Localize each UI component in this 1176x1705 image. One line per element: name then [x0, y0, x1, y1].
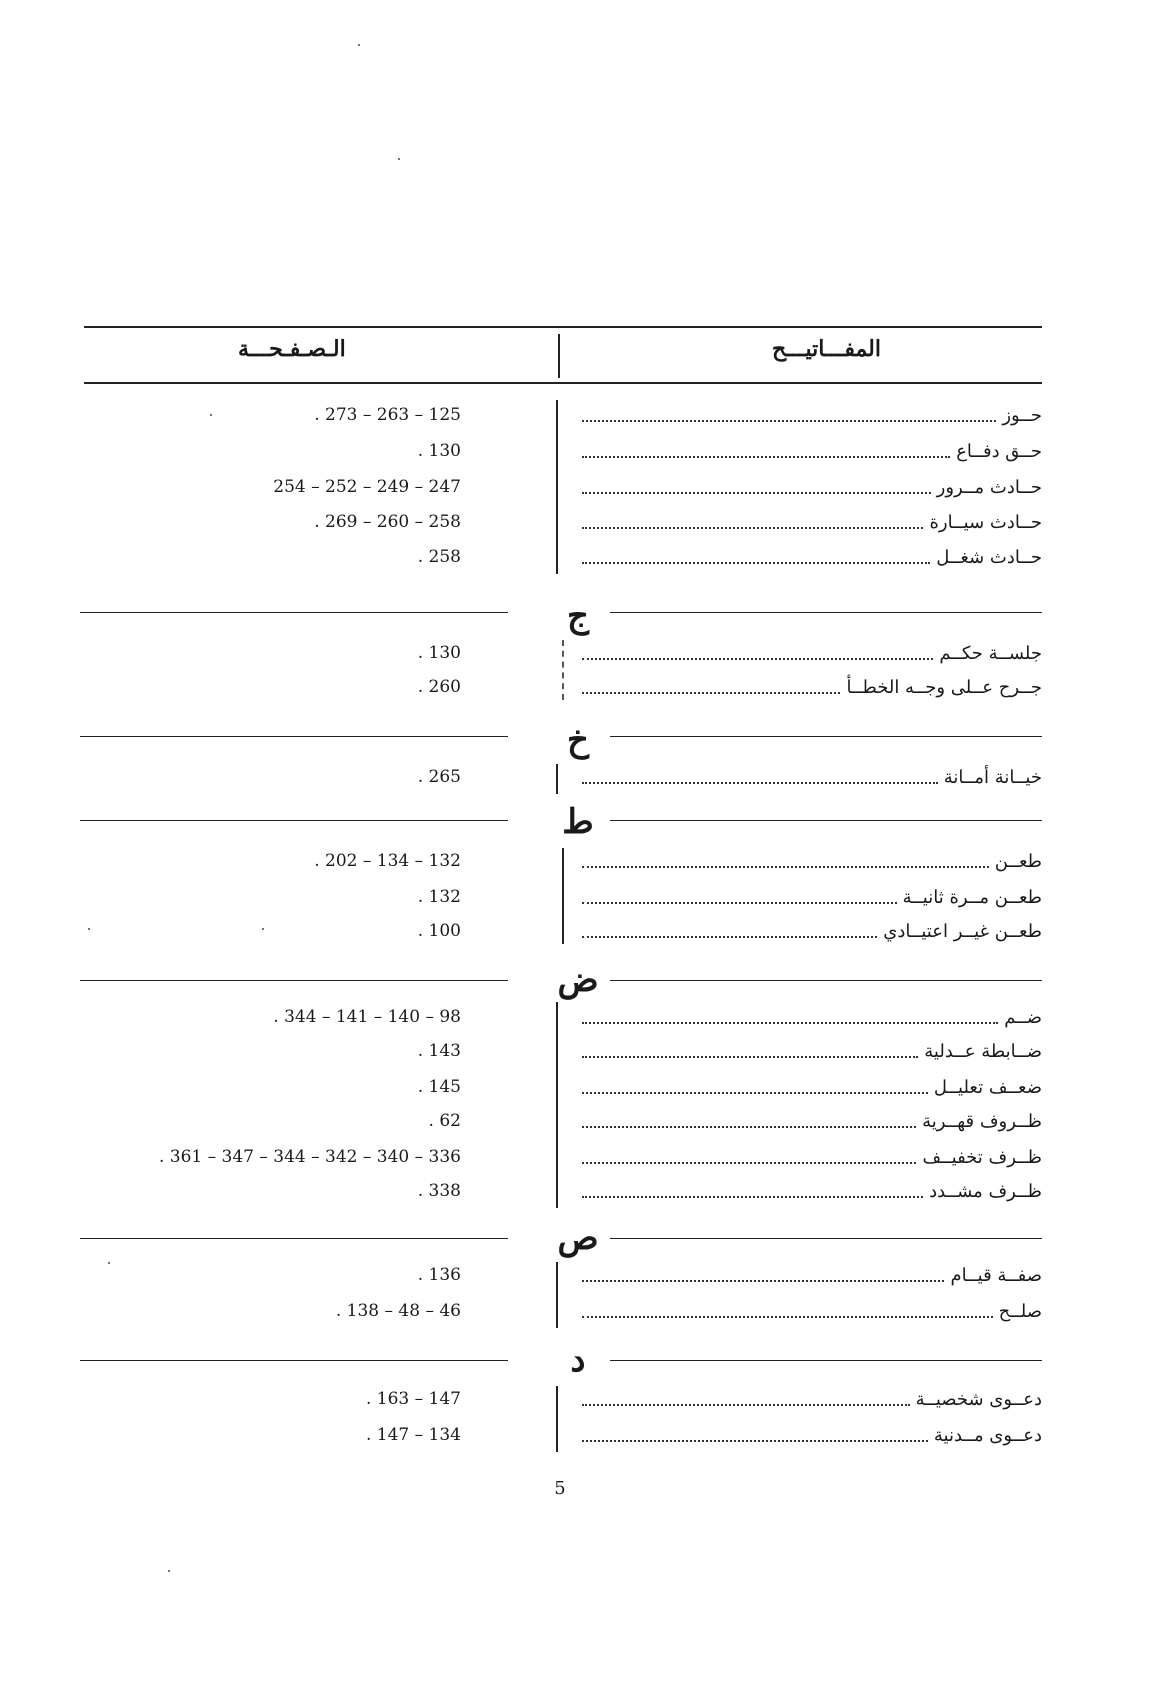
index-key: ضــابطة عــدلية — [582, 1034, 1042, 1068]
section-rule-left — [80, 1238, 508, 1239]
index-key: جلســة حكــم — [582, 636, 1042, 670]
section-rule-left — [80, 1360, 508, 1361]
index-entry — [0, 505, 1176, 539]
index-key: حــادث سيــارة — [582, 505, 1042, 539]
header-top-rule — [84, 326, 1042, 328]
page-refs: . 132 — [417, 887, 461, 907]
page-refs: . 344 – 141 – 140 – 98 — [273, 1007, 461, 1027]
page-refs: . 143 — [417, 1041, 461, 1061]
section-letter: ط — [562, 802, 594, 842]
index-entry — [0, 914, 1176, 948]
index-key: حــوز — [582, 398, 1042, 432]
scan-speck — [358, 44, 360, 46]
page-refs: . 62 — [428, 1111, 461, 1131]
index-entry — [0, 1382, 1176, 1416]
index-key: ظــرف مشــدد — [582, 1174, 1042, 1208]
index-entry — [0, 1418, 1176, 1452]
page-refs: . 260 — [417, 677, 461, 697]
page-refs: . 136 — [417, 1265, 461, 1285]
index-entry — [0, 1258, 1176, 1292]
index-entry — [0, 844, 1176, 878]
index-entry — [0, 1034, 1176, 1068]
page-refs: . 130 — [417, 643, 461, 663]
index-key: صفــة قيــام — [582, 1258, 1042, 1292]
section-letter: ض — [557, 960, 599, 1000]
index-key: حــق دفــاع — [582, 434, 1042, 468]
section-rule-right — [610, 736, 1042, 737]
section-letter: ص — [557, 1218, 599, 1258]
page-refs: . 269 – 260 – 258 — [314, 512, 461, 532]
index-entry — [0, 1174, 1176, 1208]
page-refs: . 338 — [417, 1181, 461, 1201]
keys-column-title: المفـــاتيـــح — [771, 336, 881, 362]
page-refs: . 145 — [417, 1077, 461, 1097]
section-rule-left — [80, 612, 508, 613]
section-letter: ج — [567, 596, 589, 636]
page-refs: 254 – 252 – 249 – 247 — [273, 477, 461, 497]
index-key: حــادث شغــل — [582, 540, 1042, 574]
index-entry — [0, 1000, 1176, 1034]
section-rule-right — [610, 1238, 1042, 1239]
index-key: ضــم — [582, 1000, 1042, 1034]
index-key: طعــن مــرة ثانيــة — [582, 880, 1042, 914]
pages-column-title: الـصـفـحـــة — [238, 336, 346, 362]
page-refs: . 265 — [417, 767, 461, 787]
index-key: دعــوى مــدنية — [582, 1418, 1042, 1452]
page-refs: . 130 — [417, 441, 461, 461]
index-key: جــرح عــلى وجــه الخطــأ — [582, 670, 1042, 704]
index-entry — [0, 398, 1176, 432]
scan-speck — [168, 1570, 170, 1572]
index-entry — [0, 540, 1176, 574]
index-entry — [0, 670, 1176, 704]
page-refs: . 163 – 147 — [365, 1389, 461, 1409]
section-rule-right — [610, 820, 1042, 821]
index-entry — [0, 1104, 1176, 1138]
page-number: 5 — [554, 1478, 566, 1499]
page-refs: . 273 – 263 – 125 — [314, 405, 461, 425]
page-refs: . 258 — [417, 547, 461, 567]
page-refs: . 361 – 347 – 344 – 342 – 340 – 336 — [158, 1147, 461, 1167]
index-entry — [0, 1140, 1176, 1174]
page-refs: . 147 – 134 — [365, 1425, 461, 1445]
section-letter: خ — [567, 720, 589, 760]
index-key: صلــح — [582, 1294, 1042, 1328]
section-rule-right — [610, 612, 1042, 613]
header-divider — [558, 334, 560, 378]
index-entry — [0, 636, 1176, 670]
index-entry — [0, 470, 1176, 504]
section-rule-right — [610, 980, 1042, 981]
page-refs: . 138 – 48 – 46 — [335, 1301, 461, 1321]
index-entry — [0, 1070, 1176, 1104]
section-rule-left — [80, 736, 508, 737]
index-entry — [0, 760, 1176, 794]
section-rule-left — [80, 980, 508, 981]
index-key: ظــروف قهــرية — [582, 1104, 1042, 1138]
section-letter: د — [570, 1340, 586, 1380]
index-entry — [0, 1294, 1176, 1328]
header-bottom-rule — [84, 382, 1042, 384]
section-rule-left — [80, 820, 508, 821]
index-key: خيــانة أمــانة — [582, 760, 1042, 794]
index-key: حــادث مــرور — [582, 470, 1042, 504]
index-entry — [0, 434, 1176, 468]
index-key: ضعــف تعليــل — [582, 1070, 1042, 1104]
section-rule-right — [610, 1360, 1042, 1361]
scan-speck — [398, 158, 400, 160]
index-key: طعــن غيــر اعتيــادي — [582, 914, 1042, 948]
index-key: دعــوى شخصيــة — [582, 1382, 1042, 1416]
index-key: طعــن — [582, 844, 1042, 878]
index-key: ظــرف تخفيــف — [582, 1140, 1042, 1174]
index-entry — [0, 880, 1176, 914]
page-refs: . 202 – 134 – 132 — [314, 851, 461, 871]
page-refs: . 100 — [417, 921, 461, 941]
